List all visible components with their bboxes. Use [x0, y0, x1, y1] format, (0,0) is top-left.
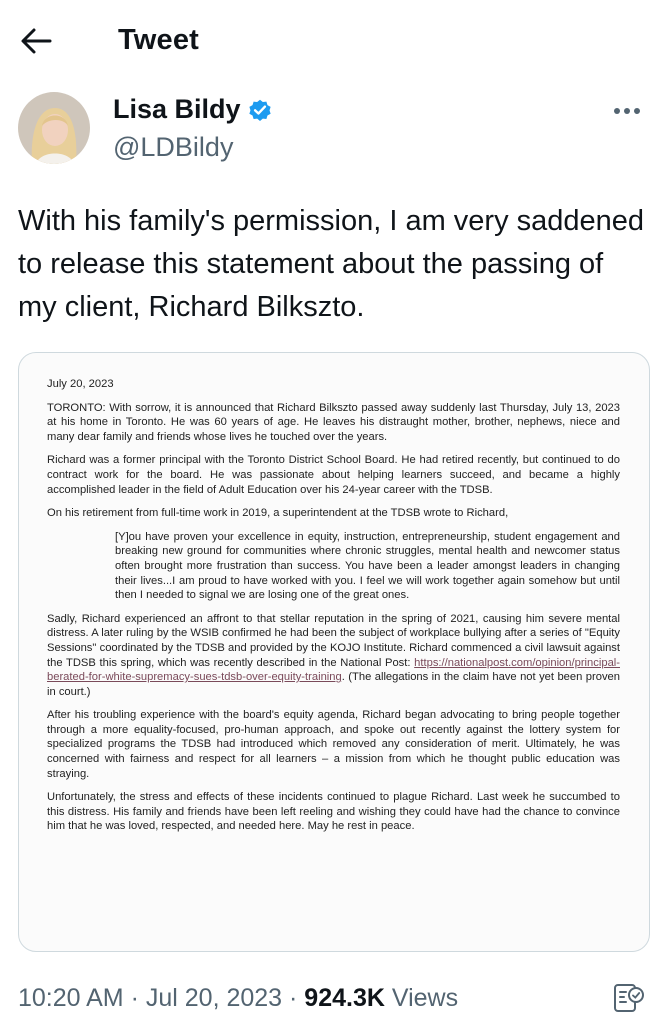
analytics-icon[interactable] [612, 982, 646, 1016]
separator: · [282, 984, 305, 1012]
dot [624, 108, 630, 114]
dot [614, 108, 620, 114]
tweet-meta [18, 984, 458, 1013]
tweet-date[interactable]: Jul 20, 2023 [145, 984, 283, 1012]
dot [634, 108, 640, 114]
attached-image[interactable] [18, 352, 650, 952]
statement-document [47, 377, 620, 843]
tweet-text: With his family's permission, I am very saddened to release this statement about the passing of my client, Richard Bilkszto. [18, 205, 645, 323]
top-bar [0, 0, 666, 84]
doc-date: July 20, 2023 [47, 378, 114, 390]
doc-paragraph: On his retirement from full-time work in 2019, a superintendent at the TDSB wrote to Richard, [47, 507, 509, 520]
tweet-time[interactable]: 10:20 AM [18, 984, 124, 1012]
separator: · [123, 984, 146, 1012]
author-handle[interactable]: @LDBildy [113, 132, 234, 162]
doc-paragraph [47, 612, 620, 700]
views-label: Views [384, 984, 459, 1012]
views-count: 924.3K [304, 984, 385, 1012]
page-title: Tweet [118, 24, 200, 56]
author-name[interactable]: Lisa Bildy [113, 94, 241, 124]
doc-paragraph: TORONTO: With sorrow, it is announced that Richard Bilkszto passed away suddenly last Thursday, July 13, 2023 at his home in Toronto. He was 60 years of age. He leaves his distraught mother, brother, nephews, niece and many dear family and friends whose lives he touched over the years. [47, 401, 620, 443]
author-name-row[interactable] [113, 94, 273, 125]
doc-quote: [Y]ou have proven your excellence in equity, instruction, entrepreneurship, student engagement and breaking new ground for communities where chronic struggles, mental health and newcomer status often brought more frustration than success. You have been a leader amongst leaders in changing their lives...I am proud to have worked with you. I feel we will work together again somehow but until then I needed to signal we are losing one of the great ones. [115, 530, 620, 602]
doc-paragraph: After his troubling experience with the board's equity agenda, Richard began advocating to bring people together through a more equality-focused, pro-human approach, and spoke out recently against the lottery system for specialized programs the TDSB had introduced which removed any consideration of merit. Ultimately, he was concerned with fairness and respect for all learners – a mission from which he thought public education was straying. [47, 709, 620, 780]
doc-text: Sadly, Richard experienced an affront to that stellar reputation in the spring of 2021, causing him severe mental distress. A later ruling by the WSIB confirmed he had been the subject of workplace bullying after a series of "Equity Sessions" coordinated by the TDSB and provided by the KOJO Institute. Richard commenced a civil lawsuit against the TDSB this spring, which was recently described in the National Post: [47, 612, 620, 669]
doc-text: . (The allegations in the claim have not yet been proven in court.) [47, 671, 620, 698]
doc-paragraph: Richard was a former principal with the Toronto District School Board. He had retired recently, but continued to do contract work for the board. He was passionate about helping learners succeed, and became a highly accomplished leader in the field of Adult Education over his 24-year career with the TDSB. [47, 454, 620, 496]
doc-link: https://nationalpost.com/opinion/principal-berated-for-white-supremacy-sues-tdsb-over-equity-training [47, 656, 620, 684]
more-options-icon[interactable] [614, 108, 640, 114]
verified-badge-icon [247, 97, 273, 123]
doc-paragraph: Unfortunately, the stress and effects of these incidents continued to plague Richard. Last week he succumbed to this distress. His family and friends have been left reeling and wishing they could have had the chance to convince him that he was loved, respected, and needed here. May he rest in peace. [47, 791, 620, 833]
arrow-left-icon[interactable] [20, 26, 52, 56]
avatar[interactable] [18, 92, 90, 164]
